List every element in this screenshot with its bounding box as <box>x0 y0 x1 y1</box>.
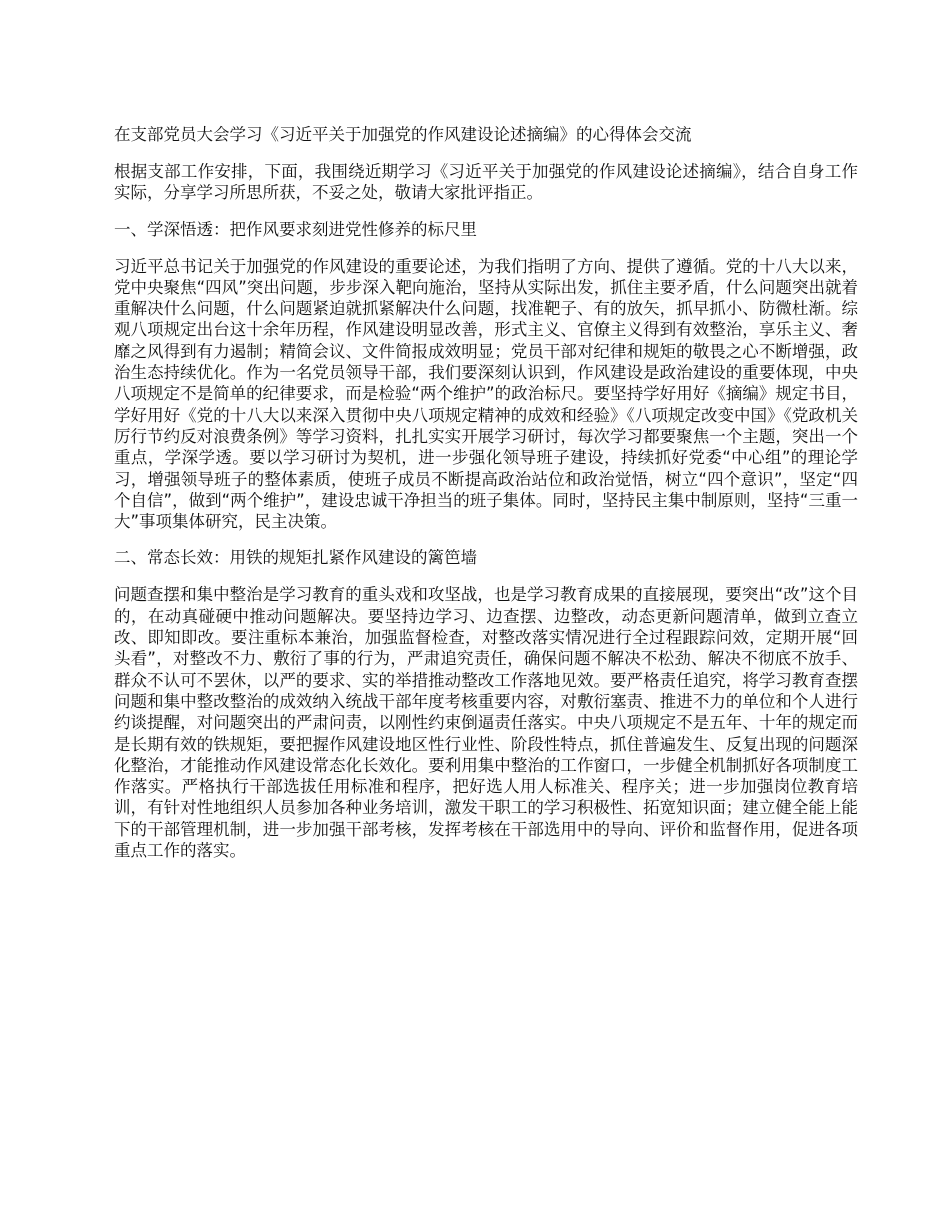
section-heading-1: 一、学深悟透：把作风要求刻进党性修养的标尺里 <box>114 219 477 239</box>
section-body-1: 习近平总书记关于加强党的作风建设的重要论述，为我们指明了方向、提供了遵循。党的十八大以来，党中央聚焦“四风”突出问题，步步深入靶向施治，坚持从实际出发，抓住主要矛盾，什么问题突出就着重解决什么问题，什么问题紧迫就抓紧解决什么问题，找准靶子、有的放矢，抓早抓小、防微杜渐。综观八项规定出台这十余年历程，作风建设明显改善，形式主义、官僚主义得到有效整治，享乐主义、奢靡之风得到有力遏制；精简会议、文件简报成效明显；党员干部对纪律和规矩的敬畏之心不断增强，政治生态持续优化。作为一名党员领导干部，我们要深刻认识到，作风建设是政治建设的重要体现，中央八项规定不是简单的纪律要求，而是检验“两个维护”的政治标尺。要坚持学好用好《摘编》规定书目，学好用好《党的十八大以来深入贯彻中央八项规定精神的成效和经验》《八项规定改变中国》《党政机关厉行节约反对浪费条例》等学习资料，扎扎实实开展学习研讨，每次学习都要聚焦一个主题，突出一个重点，学深学透。要以学习研讨为契机，进一步强化领导班子建设，持续抓好党委“中心组”的理论学习，增强领导班子的整体素质，使班子成员不断提高政治站位和政治觉悟，树立“四个意识”，坚定“四个自信”，做到“两个维护”，建设忠诚干净担当的班子集体。同时，坚持民主集中制原则，坚持“三重一大”事项集体研究，民主决策。 <box>114 256 858 532</box>
section-heading-2: 二、常态长效：用铁的规矩扎紧作风建设的篱笆墙 <box>114 548 477 568</box>
section-body-2: 问题查摆和集中整治是学习教育的重头戏和攻坚战，也是学习教育成果的直接展现，要突出“改”这个目的，在动真碰硬中推动问题解决。要坚持边学习、边查摆、边整改，动态更新问题清单，做到立查立改、即知即改。要注重标本兼治，加强监督检查，对整改落实情况进行全过程跟踪问效，定期开展“回头看”，对整改不力、敷衍了事的行为，严肃追究责任，确保问题不解决不松劲、解决不彻底不放手、群众不认可不罢休，以严的要求、实的举措推动整改工作落地见效。要严格责任追究，将学习教育查摆问题和集中整改整治的成效纳入统战干部年度考核重要内容，对敷衍塞责、推进不力的单位和个人进行约谈提醒，对问题突出的严肃问责，以刚性约束倒逼责任落实。中央八项规定不是五年、十年的规定而是长期有效的铁规矩，要把握作风建设地区性行业性、阶段性特点，抓住普遍发生、反复出现的问题深化整治，才能推动作风建设常态化长效化。要利用集中整治的工作窗口，一步健全机制抓好各项制度工作落实。严格执行干部选拔任用标准和程序，把好选人用人标准关、程序关；进一步加强岗位教育培训，有针对性地组织人员参加各种业务培训，激发干职工的学习积极性、拓宽知识面；建立健全能上能下的干部管理机制，进一步加强干部考核，发挥考核在干部选用中的导向、评价和监督作用，促进各项重点工作的落实。 <box>114 585 858 861</box>
document-title: 在支部党员大会学习《习近平关于加强党的作风建设论述摘编》的心得体会交流 <box>114 125 692 144</box>
intro-paragraph: 根据支部工作安排，下面，我围绕近期学习《习近平关于加强党的作风建设论述摘编》，结合自身工作实际，分享学习所思所获，不妥之处，敬请大家批评指正。 <box>114 162 858 203</box>
document-page <box>114 122 858 874</box>
